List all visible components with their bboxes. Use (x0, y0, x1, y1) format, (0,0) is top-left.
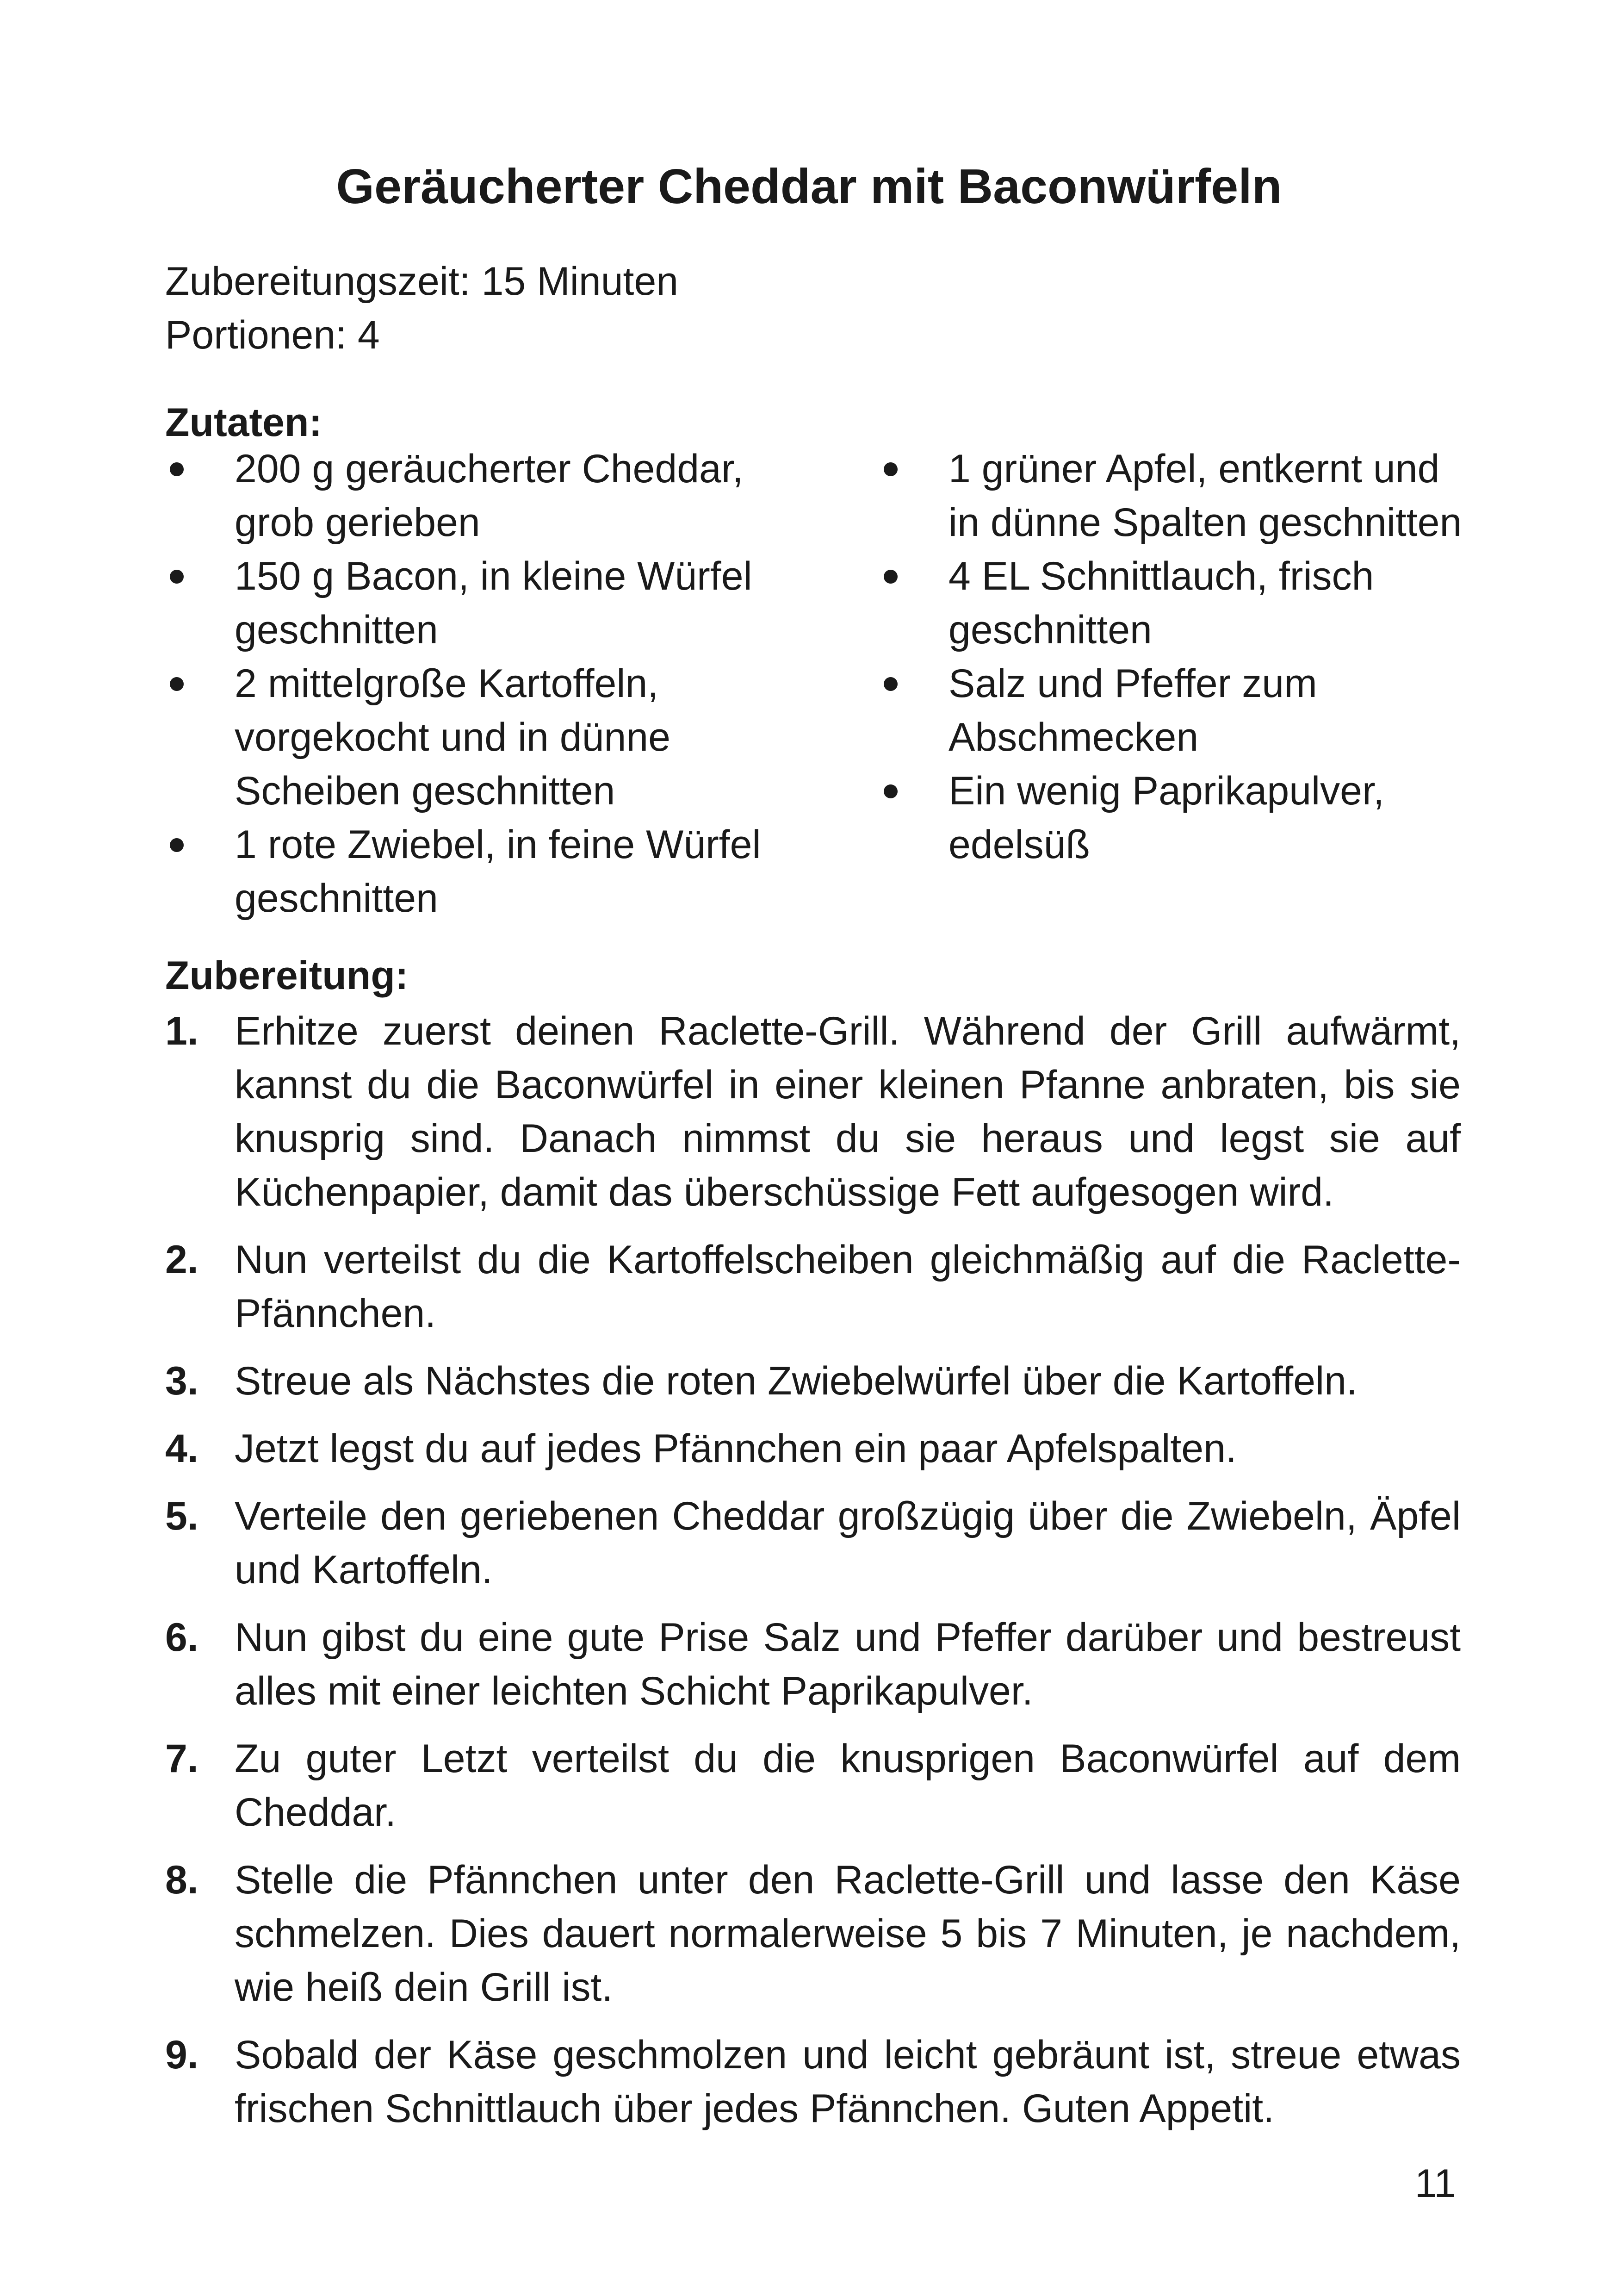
bullet-icon (884, 462, 898, 476)
ingredients-heading: Zutaten: (165, 400, 322, 445)
preparation-steps (165, 1004, 1461, 2149)
portions: Portionen: 4 (165, 313, 380, 357)
step-item (165, 1611, 1461, 1718)
step-number: 8. (165, 1858, 198, 1902)
step-text: Verteile den geriebenen Cheddar großzügig über die Zwiebeln, Äpfel und Kartoffeln. (235, 1494, 1461, 1592)
step-number: 3. (165, 1359, 198, 1403)
bullet-icon (170, 462, 184, 476)
bullet-icon (170, 677, 184, 691)
ingredient-item: 200 g geräucherter Cheddar, grob gerieben (165, 442, 781, 549)
page-number: 11 (1414, 2161, 1456, 2206)
step-number: 9. (165, 2033, 198, 2077)
ingredient-item: 2 mittelgroße Kartoffeln, vorgekocht und in dünne Scheiben geschnitten (165, 657, 781, 818)
ingredient-item: Salz und Pfeffer zum Abschmecken (879, 657, 1481, 764)
step-item (165, 1004, 1461, 1219)
prep-time: Zubereitungszeit: 15 Minuten (165, 259, 679, 304)
ingredient-item: 4 EL Schnittlauch, frisch geschnitten (879, 549, 1481, 657)
step-number: 2. (165, 1238, 198, 1282)
step-text: Nun gibst du eine gute Prise Salz und Pfeffer darüber und bestreust alles mit einer leichten Schicht Paprikapulver. (235, 1615, 1461, 1713)
ingredient-item: 1 grüner Apfel, entkernt und in dünne Spalten geschnitten (879, 442, 1481, 549)
step-item (165, 2028, 1461, 2135)
step-item (165, 1354, 1461, 1408)
ingredient-item: 150 g Bacon, in kleine Würfel geschnitten (165, 549, 781, 657)
step-number: 5. (165, 1494, 198, 1538)
bullet-icon (884, 570, 898, 584)
bullet-icon (884, 677, 898, 691)
step-number: 1. (165, 1009, 198, 1053)
bullet-icon (884, 784, 898, 798)
step-text: Stelle die Pfännchen unter den Raclette-Grill und lasse den Käse schmelzen. Dies dauert normalerweise 5 bis 7 Minuten, je nachdem, wie heiß dein Grill ist. (235, 1858, 1461, 2010)
preparation-heading: Zubereitung: (165, 953, 409, 998)
recipe-title: Geräucherter Cheddar mit Baconwürfeln (336, 159, 1282, 214)
step-item (165, 1422, 1461, 1475)
step-number: 4. (165, 1426, 198, 1471)
step-text: Zu guter Letzt verteilst du die knusprigen Baconwürfel auf dem Cheddar. (235, 1736, 1461, 1835)
step-item (165, 1732, 1461, 1839)
bullet-icon (170, 570, 184, 584)
ingredients-list-right (879, 442, 1481, 871)
step-text: Jetzt legst du auf jedes Pfännchen ein paar Apfelspalten. (235, 1426, 1237, 1471)
ingredients-list-left (165, 442, 781, 925)
step-item (165, 1489, 1461, 1597)
step-text: Sobald der Käse geschmolzen und leicht gebräunt ist, streue etwas frischen Schnittlauch über jedes Pfännchen. Guten Appetit. (235, 2033, 1461, 2131)
recipe-meta (165, 255, 678, 362)
step-text: Streue als Nächstes die roten Zwiebelwürfel über die Kartoffeln. (235, 1359, 1358, 1403)
step-item (165, 1853, 1461, 2014)
step-number: 6. (165, 1615, 198, 1660)
ingredient-item: Ein wenig Paprikapulver, edelsüß (879, 764, 1481, 871)
ingredient-item: 1 rote Zwiebel, in feine Würfel geschnitten (165, 818, 781, 925)
step-text: Nun verteilst du die Kartoffelscheiben gleichmäßig auf die Raclette-Pfännchen. (235, 1238, 1461, 1336)
step-item (165, 1233, 1461, 1340)
bullet-icon (170, 838, 184, 852)
step-text: Erhitze zuerst deinen Raclette-Grill. Während der Grill aufwärmt, kannst du die Baconwürfel in einer kleinen Pfanne anbraten, bis sie knusprig sind. Danach nimmst du sie heraus und legst sie auf Küchenpapier, damit das überschüssige Fett aufgesogen wird. (235, 1009, 1461, 1214)
step-number: 7. (165, 1736, 198, 1781)
